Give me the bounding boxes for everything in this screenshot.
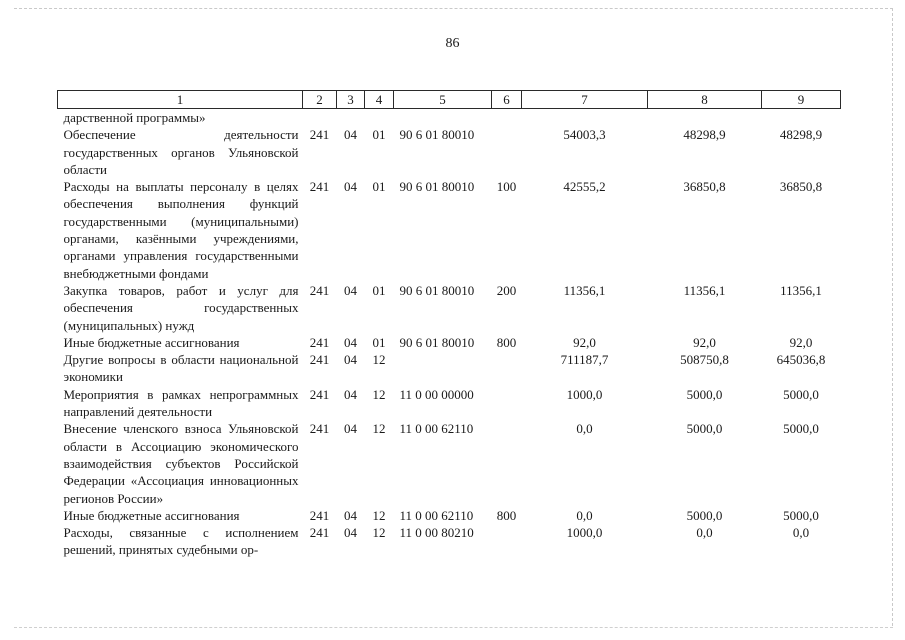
row-cell-4: 12 [372,352,386,368]
column-header-7: 7 [522,91,648,109]
column-header-5: 5 [394,91,492,109]
row-cell-6 [492,351,522,386]
row-name: Внесение членского взноса Ульяновской области в Ассоциацию экономического взаимодействия субъектов Российской Федерации «Ассоциация инновационных регионов России» [63,421,299,506]
row-cell-3: 04 [344,127,357,143]
row-cell-4 [365,109,394,127]
row-cell-2: 241 [309,127,330,143]
row-cell-9 [762,109,841,127]
row-cell-4: 12 [372,421,386,437]
table-header-row [58,91,841,109]
table-row [58,507,841,524]
table-row [58,351,841,386]
table-row [58,524,841,559]
row-cell-6 [492,386,522,421]
row-cell-7: 1000,0 [566,386,603,402]
row-cell-8: 0,0 [696,525,713,541]
row-cell-2: 241 [309,421,330,437]
row-cell-7: 92,0 [573,334,596,350]
row-cell-6: 800 [496,507,517,523]
table-row [58,334,841,351]
table-row [58,126,841,178]
table-row [58,109,841,127]
row-cell-6 [492,109,522,127]
row-cell-9: 645036,8 [776,352,826,368]
row-cell-3 [337,109,365,127]
row-cell-7: 1000,0 [566,525,603,541]
table-row [58,420,841,506]
row-cell-3: 04 [344,421,357,437]
row-cell-6 [492,524,522,559]
row-cell-5 [394,351,492,386]
row-cell-3: 04 [344,179,357,195]
row-cell-2: 241 [309,386,330,402]
row-cell-7: 54003,3 [563,127,606,143]
row-cell-7: 42555,2 [563,179,606,195]
row-cell-7: 711187,7 [560,352,609,368]
row-cell-3: 04 [344,352,357,368]
row-cell-8: 508750,8 [680,352,729,368]
row-name: Иные бюджетные ассигнования [63,507,240,523]
row-cell-8: 5000,0 [686,507,723,523]
row-cell-6: 800 [496,334,517,350]
row-cell-4: 12 [372,507,386,523]
row-cell-5: 11 0 00 80210 [399,525,474,541]
row-name: Закупка товаров, работ и услуг для обеспечения государственных (муниципальных) нужд [63,282,299,333]
page-edge-bottom [14,627,893,628]
row-cell-9: 5000,0 [783,507,819,523]
row-cell-9: 48298,9 [779,127,823,143]
row-cell-5 [394,109,492,127]
column-header-9: 9 [762,91,841,109]
row-cell-5: 11 0 00 62110 [399,507,474,523]
row-cell-6: 100 [496,179,517,195]
row-cell-8: 36850,8 [683,179,726,195]
row-cell-9: 36850,8 [779,179,823,195]
row-cell-4: 01 [372,179,386,195]
row-cell-8: 5000,0 [686,421,723,437]
row-cell-8 [648,109,762,127]
row-cell-9: 92,0 [789,334,813,350]
row-cell-5: 90 6 01 80010 [399,179,475,195]
table-row [58,386,841,421]
row-cell-2 [303,109,337,127]
row-cell-8: 92,0 [693,334,716,350]
table-row [58,178,841,282]
row-cell-2: 241 [309,179,330,195]
row-cell-6: 200 [496,282,517,298]
row-cell-9: 0,0 [792,525,810,541]
row-cell-2: 241 [309,282,330,298]
row-cell-3: 04 [344,334,357,350]
column-header-8: 8 [648,91,762,109]
row-cell-9: 5000,0 [783,421,819,437]
row-cell-5: 90 6 01 80010 [399,282,475,298]
row-cell-3: 04 [344,507,357,523]
row-cell-2: 241 [309,352,330,368]
column-header-2: 2 [303,91,337,109]
row-name: Расходы, связанные с исполнением решений, принятых судебными ор- [63,525,299,558]
column-header-6: 6 [492,91,522,109]
row-cell-3: 04 [344,386,357,402]
row-name: Мероприятия в рамках непрограммных направлений деятельности [63,386,299,420]
row-cell-2: 241 [309,507,330,523]
row-cell-6 [492,126,522,178]
row-cell-8: 48298,9 [683,127,726,143]
row-name: Иные бюджетные ассигнования [63,334,240,350]
row-cell-5: 11 0 00 00000 [399,386,474,402]
row-cell-4: 01 [372,127,386,143]
row-name: Другие вопросы в области национальной экономики [63,352,299,385]
row-cell-4: 01 [372,282,386,298]
row-cell-3: 04 [344,525,357,541]
row-cell-7: 11356,1 [563,282,606,298]
column-header-1: 1 [58,91,303,109]
row-cell-9: 5000,0 [783,386,819,402]
row-cell-5: 11 0 00 62110 [399,421,474,437]
row-cell-7: 0,0 [576,421,593,437]
row-cell-4: 12 [372,386,386,402]
row-name: Обеспечение деятельности государственных органов Ульяновской области [63,127,299,177]
row-name: дарственной программы» [63,110,206,125]
column-header-4: 4 [365,91,394,109]
page-number: 86 [445,36,460,51]
row-cell-2: 241 [309,525,330,541]
table-row [58,282,841,334]
row-cell-5: 90 6 01 80010 [399,334,475,350]
row-cell-3: 04 [344,282,357,298]
column-header-3: 3 [337,91,365,109]
row-cell-5: 90 6 01 80010 [399,127,475,143]
row-cell-6 [492,420,522,506]
page-edge-right [892,8,893,626]
row-name: Расходы на выплаты персоналу в целях обеспечения выполнения функций государственными (муниципальными) органами, казёнными учреждениями, органами управления государственными внебюджетными фондами [63,179,299,281]
row-cell-4: 01 [372,334,386,350]
row-cell-9: 11356,1 [780,282,822,298]
row-cell-8: 5000,0 [686,386,723,402]
row-cell-4: 12 [372,525,386,541]
row-cell-7: 0,0 [576,507,593,523]
row-cell-2: 241 [309,334,330,350]
budget-table [57,90,841,559]
row-cell-7 [522,109,648,127]
row-cell-8: 11356,1 [683,282,726,298]
page-edge-top [14,8,893,9]
